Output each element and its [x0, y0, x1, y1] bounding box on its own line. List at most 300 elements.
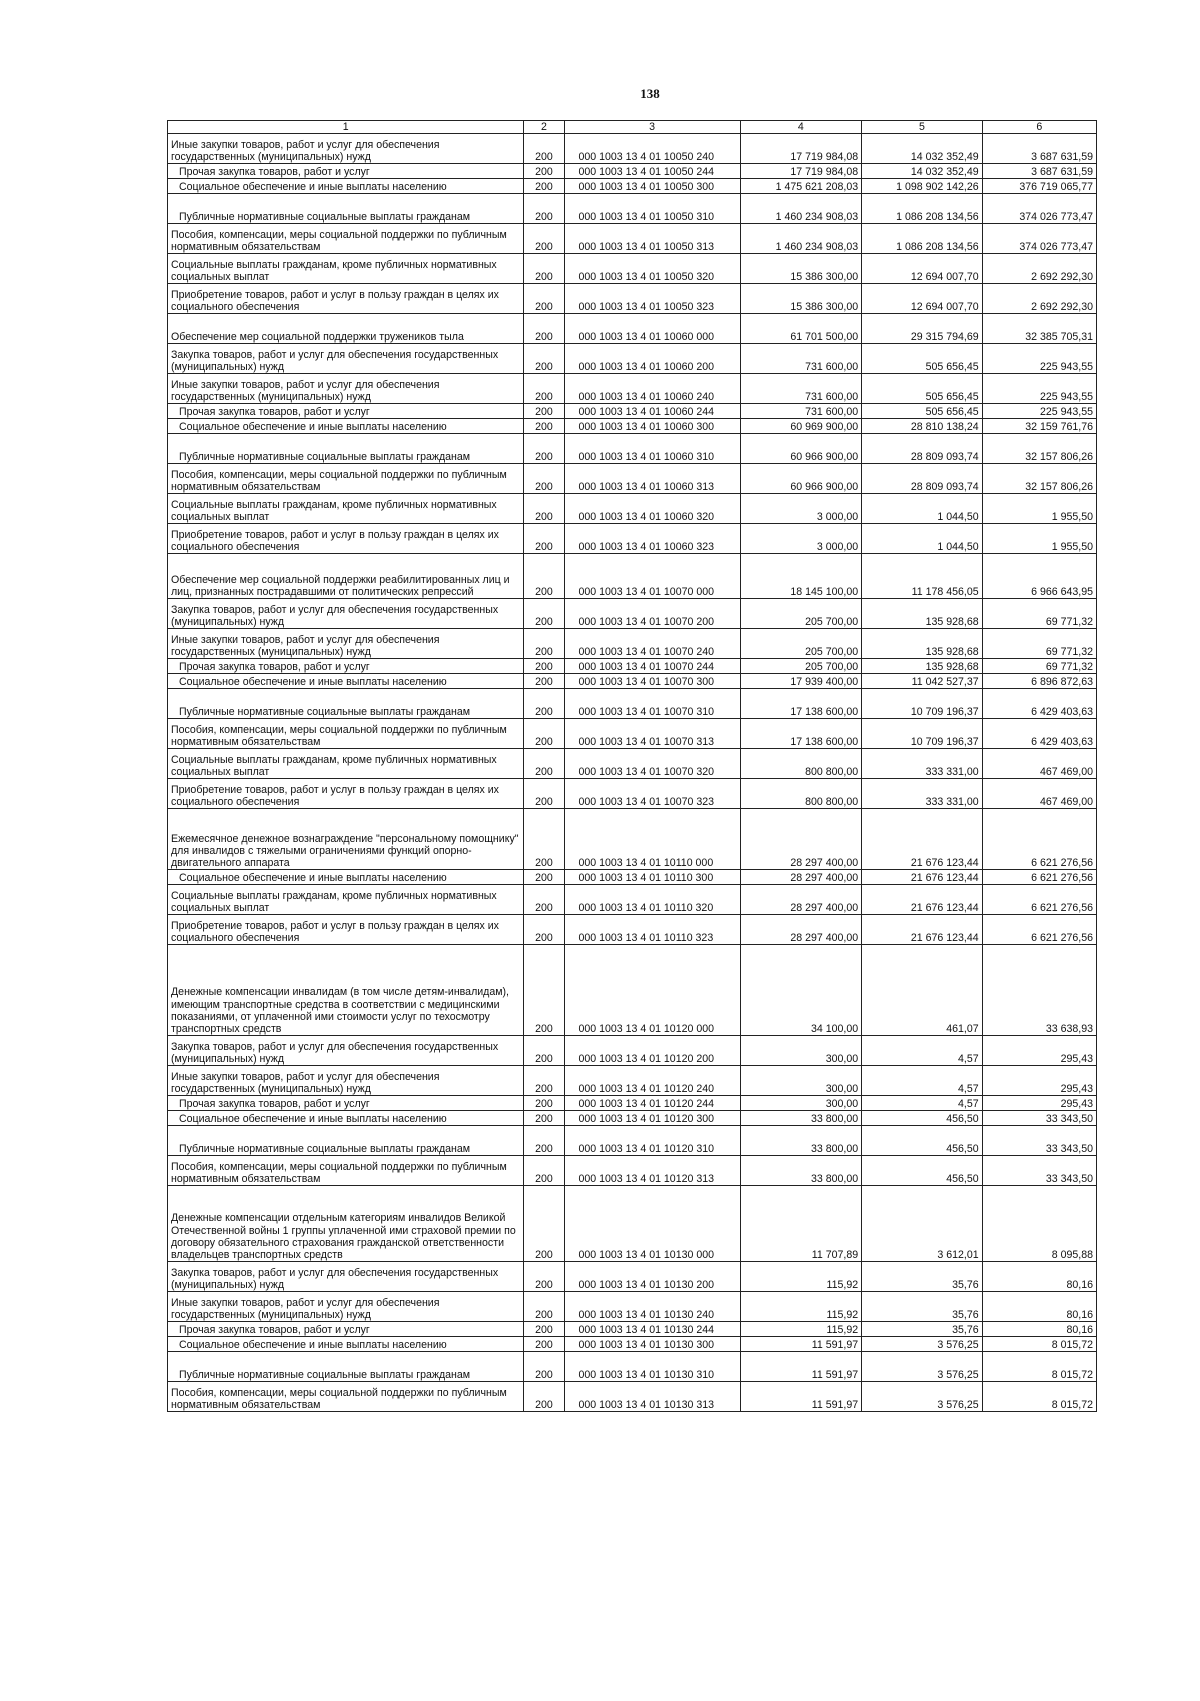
row-admin-code: 200 [524, 1337, 564, 1352]
row-value-5: 4,57 [862, 1066, 983, 1096]
row-value-4: 17 939 400,00 [740, 674, 862, 689]
column-header: 4 [740, 121, 862, 134]
row-value-6: 32 385 705,31 [982, 314, 1096, 344]
row-value-6: 374 026 773,47 [982, 224, 1096, 254]
row-value-6: 6 429 403,63 [982, 719, 1096, 749]
row-value-6: 6 621 276,56 [982, 809, 1096, 870]
row-budget-code: 000 1003 13 4 01 10110 320 [564, 885, 740, 915]
row-admin-code: 200 [524, 134, 564, 164]
row-value-4: 1 460 234 908,03 [740, 194, 862, 224]
table-row [168, 1066, 1097, 1096]
row-value-6: 376 719 065,77 [982, 179, 1096, 194]
row-value-5: 1 044,50 [862, 524, 983, 554]
row-budget-code: 000 1003 13 4 01 10110 323 [564, 915, 740, 945]
row-value-4: 11 591,97 [740, 1382, 862, 1412]
row-admin-code: 200 [524, 689, 564, 719]
row-budget-code: 000 1003 13 4 01 10130 310 [564, 1352, 740, 1382]
row-budget-code: 000 1003 13 4 01 10050 313 [564, 224, 740, 254]
row-value-5: 10 709 196,37 [862, 719, 983, 749]
row-value-6: 32 157 806,26 [982, 434, 1096, 464]
row-budget-code: 000 1003 13 4 01 10070 200 [564, 599, 740, 629]
row-value-4: 731 600,00 [740, 344, 862, 374]
row-value-4: 60 966 900,00 [740, 434, 862, 464]
table-row [168, 554, 1097, 599]
row-budget-code: 000 1003 13 4 01 10070 300 [564, 674, 740, 689]
row-budget-code: 000 1003 13 4 01 10120 300 [564, 1111, 740, 1126]
row-value-4: 17 138 600,00 [740, 689, 862, 719]
row-value-5: 461,07 [862, 945, 983, 1036]
row-value-6: 467 469,00 [982, 749, 1096, 779]
row-value-6: 6 621 276,56 [982, 885, 1096, 915]
table-body [168, 134, 1097, 1412]
column-header: 2 [524, 121, 564, 134]
row-value-5: 333 331,00 [862, 749, 983, 779]
row-admin-code: 200 [524, 659, 564, 674]
row-value-5: 28 809 093,74 [862, 464, 983, 494]
row-budget-code: 000 1003 13 4 01 10120 313 [564, 1156, 740, 1186]
row-name: Иные закупки товаров, работ и услуг для обеспечения государственных (муниципальных) нужд [168, 1066, 524, 1096]
row-budget-code: 000 1003 13 4 01 10120 200 [564, 1036, 740, 1066]
row-value-5: 29 315 794,69 [862, 314, 983, 344]
column-header: 5 [862, 121, 983, 134]
row-admin-code: 200 [524, 915, 564, 945]
row-value-6: 33 343,50 [982, 1156, 1096, 1186]
row-value-6: 3 687 631,59 [982, 134, 1096, 164]
row-value-4: 28 297 400,00 [740, 870, 862, 885]
row-value-5: 11 042 527,37 [862, 674, 983, 689]
row-value-6: 467 469,00 [982, 779, 1096, 809]
row-admin-code: 200 [524, 1262, 564, 1292]
row-value-4: 11 591,97 [740, 1337, 862, 1352]
row-value-4: 17 719 984,08 [740, 134, 862, 164]
table-row [168, 719, 1097, 749]
row-name: Публичные нормативные социальные выплаты гражданам [168, 1126, 524, 1156]
row-value-4: 15 386 300,00 [740, 284, 862, 314]
row-value-5: 456,50 [862, 1111, 983, 1126]
row-name: Публичные нормативные социальные выплаты гражданам [168, 1352, 524, 1382]
row-value-4: 205 700,00 [740, 629, 862, 659]
row-name: Ежемесячное денежное вознаграждение "персональному помощнику" для инвалидов с тяжелыми ограничениями функций опорно-двигательного аппарата [168, 809, 524, 870]
row-admin-code: 200 [524, 1156, 564, 1186]
row-budget-code: 000 1003 13 4 01 10050 323 [564, 284, 740, 314]
row-admin-code: 200 [524, 779, 564, 809]
row-value-4: 34 100,00 [740, 945, 862, 1036]
row-value-6: 33 638,93 [982, 945, 1096, 1036]
row-admin-code: 200 [524, 314, 564, 344]
row-value-4: 3 000,00 [740, 524, 862, 554]
row-budget-code: 000 1003 13 4 01 10060 200 [564, 344, 740, 374]
row-admin-code: 200 [524, 885, 564, 915]
table-row [168, 134, 1097, 164]
table-row [168, 434, 1097, 464]
row-value-5: 14 032 352,49 [862, 164, 983, 179]
row-value-5: 333 331,00 [862, 779, 983, 809]
row-value-5: 1 086 208 134,56 [862, 194, 983, 224]
row-value-6: 8 015,72 [982, 1352, 1096, 1382]
row-admin-code: 200 [524, 599, 564, 629]
table-row [168, 344, 1097, 374]
row-admin-code: 200 [524, 494, 564, 524]
row-value-4: 11 707,89 [740, 1186, 862, 1262]
row-admin-code: 200 [524, 164, 564, 179]
row-value-5: 135 928,68 [862, 629, 983, 659]
row-name: Пособия, компенсации, меры социальной поддержки по публичным нормативным обязательствам [168, 1156, 524, 1186]
row-value-6: 69 771,32 [982, 629, 1096, 659]
row-admin-code: 200 [524, 1036, 564, 1066]
row-name: Пособия, компенсации, меры социальной поддержки по публичным нормативным обязательствам [168, 1382, 524, 1412]
row-name: Денежные компенсации отдельным категориям инвалидов Великой Отечественной войны 1 группы уплаченной ими страховой премии по договору обязательного страхования гражданской ответственности владельцев транспортных средств [168, 1186, 524, 1262]
table-row [168, 524, 1097, 554]
row-name: Иные закупки товаров, работ и услуг для обеспечения государственных (муниципальных) нужд [168, 1292, 524, 1322]
row-budget-code: 000 1003 13 4 01 10110 300 [564, 870, 740, 885]
row-value-6: 69 771,32 [982, 599, 1096, 629]
row-value-6: 6 896 872,63 [982, 674, 1096, 689]
row-name: Социальное обеспечение и иные выплаты населению [168, 870, 524, 885]
row-budget-code: 000 1003 13 4 01 10060 300 [564, 419, 740, 434]
row-value-6: 225 943,55 [982, 404, 1096, 419]
row-admin-code: 200 [524, 254, 564, 284]
row-budget-code: 000 1003 13 4 01 10130 300 [564, 1337, 740, 1352]
row-name: Пособия, компенсации, меры социальной поддержки по публичным нормативным обязательствам [168, 224, 524, 254]
row-name: Закупка товаров, работ и услуг для обеспечения государственных (муниципальных) нужд [168, 599, 524, 629]
row-name: Закупка товаров, работ и услуг для обеспечения государственных (муниципальных) нужд [168, 1262, 524, 1292]
row-budget-code: 000 1003 13 4 01 10130 000 [564, 1186, 740, 1262]
row-value-6: 32 159 761,76 [982, 419, 1096, 434]
row-budget-code: 000 1003 13 4 01 10070 320 [564, 749, 740, 779]
row-name: Прочая закупка товаров, работ и услуг [168, 164, 524, 179]
row-value-6: 80,16 [982, 1322, 1096, 1337]
row-name: Иные закупки товаров, работ и услуг для обеспечения государственных (муниципальных) нужд [168, 374, 524, 404]
row-value-5: 14 032 352,49 [862, 134, 983, 164]
row-value-4: 115,92 [740, 1292, 862, 1322]
row-budget-code: 000 1003 13 4 01 10060 000 [564, 314, 740, 344]
row-admin-code: 200 [524, 1382, 564, 1412]
table-row [168, 374, 1097, 404]
table-row [168, 1156, 1097, 1186]
row-budget-code: 000 1003 13 4 01 10050 320 [564, 254, 740, 284]
row-budget-code: 000 1003 13 4 01 10050 300 [564, 179, 740, 194]
row-name: Социальное обеспечение и иные выплаты населению [168, 674, 524, 689]
row-value-4: 115,92 [740, 1322, 862, 1337]
column-header: 1 [168, 121, 524, 134]
row-value-5: 505 656,45 [862, 404, 983, 419]
row-budget-code: 000 1003 13 4 01 10130 313 [564, 1382, 740, 1412]
table-row [168, 179, 1097, 194]
table-row [168, 1036, 1097, 1066]
row-name: Публичные нормативные социальные выплаты гражданам [168, 689, 524, 719]
row-value-5: 21 676 123,44 [862, 915, 983, 945]
table-row [168, 224, 1097, 254]
row-budget-code: 000 1003 13 4 01 10060 310 [564, 434, 740, 464]
row-budget-code: 000 1003 13 4 01 10130 244 [564, 1322, 740, 1337]
table-row [168, 809, 1097, 870]
row-admin-code: 200 [524, 629, 564, 659]
table-row [168, 749, 1097, 779]
row-value-6: 80,16 [982, 1262, 1096, 1292]
row-admin-code: 200 [524, 1322, 564, 1337]
row-value-6: 32 157 806,26 [982, 464, 1096, 494]
table-row [168, 1352, 1097, 1382]
table-row [168, 404, 1097, 419]
table-row [168, 779, 1097, 809]
table-row [168, 599, 1097, 629]
row-admin-code: 200 [524, 419, 564, 434]
row-name: Приобретение товаров, работ и услуг в пользу граждан в целях их социального обеспечения [168, 524, 524, 554]
row-name: Социальное обеспечение и иные выплаты населению [168, 1111, 524, 1126]
row-name: Обеспечение мер социальной поддержки тружеников тыла [168, 314, 524, 344]
row-admin-code: 200 [524, 1126, 564, 1156]
table-row [168, 464, 1097, 494]
row-name: Приобретение товаров, работ и услуг в пользу граждан в целях их социального обеспечения [168, 915, 524, 945]
row-name: Прочая закупка товаров, работ и услуг [168, 1096, 524, 1111]
row-name: Закупка товаров, работ и услуг для обеспечения государственных (муниципальных) нужд [168, 344, 524, 374]
row-admin-code: 200 [524, 809, 564, 870]
page-number: 138 [640, 86, 660, 101]
row-value-6: 8 095,88 [982, 1186, 1096, 1262]
row-value-4: 33 800,00 [740, 1126, 862, 1156]
table-row [168, 885, 1097, 915]
row-value-4: 17 719 984,08 [740, 164, 862, 179]
table-row [168, 1382, 1097, 1412]
row-admin-code: 200 [524, 1186, 564, 1262]
row-budget-code: 000 1003 13 4 01 10060 320 [564, 494, 740, 524]
row-budget-code: 000 1003 13 4 01 10050 310 [564, 194, 740, 224]
row-name: Публичные нормативные социальные выплаты гражданам [168, 434, 524, 464]
row-budget-code: 000 1003 13 4 01 10050 244 [564, 164, 740, 179]
row-value-6: 6 966 643,95 [982, 554, 1096, 599]
column-header: 3 [564, 121, 740, 134]
table-row [168, 1322, 1097, 1337]
row-value-4: 11 591,97 [740, 1352, 862, 1382]
row-value-5: 4,57 [862, 1036, 983, 1066]
row-budget-code: 000 1003 13 4 01 10110 000 [564, 809, 740, 870]
row-value-4: 800 800,00 [740, 749, 862, 779]
row-admin-code: 200 [524, 554, 564, 599]
row-value-5: 1 086 208 134,56 [862, 224, 983, 254]
row-admin-code: 200 [524, 1066, 564, 1096]
row-admin-code: 200 [524, 344, 564, 374]
table-header [168, 121, 1097, 134]
row-budget-code: 000 1003 13 4 01 10130 200 [564, 1262, 740, 1292]
row-name: Прочая закупка товаров, работ и услуг [168, 1322, 524, 1337]
row-admin-code: 200 [524, 945, 564, 1036]
row-budget-code: 000 1003 13 4 01 10070 323 [564, 779, 740, 809]
row-name: Публичные нормативные социальные выплаты гражданам [168, 194, 524, 224]
row-value-5: 21 676 123,44 [862, 809, 983, 870]
row-value-6: 374 026 773,47 [982, 194, 1096, 224]
row-value-5: 35,76 [862, 1292, 983, 1322]
row-value-4: 300,00 [740, 1036, 862, 1066]
row-name: Иные закупки товаров, работ и услуг для обеспечения государственных (муниципальных) нужд [168, 134, 524, 164]
row-admin-code: 200 [524, 674, 564, 689]
row-value-6: 225 943,55 [982, 374, 1096, 404]
row-value-5: 21 676 123,44 [862, 885, 983, 915]
table-row [168, 314, 1097, 344]
row-budget-code: 000 1003 13 4 01 10130 240 [564, 1292, 740, 1322]
row-value-6: 1 955,50 [982, 494, 1096, 524]
row-value-5: 21 676 123,44 [862, 870, 983, 885]
row-admin-code: 200 [524, 179, 564, 194]
table-row [168, 915, 1097, 945]
row-value-5: 135 928,68 [862, 659, 983, 674]
row-value-6: 3 687 631,59 [982, 164, 1096, 179]
row-value-4: 15 386 300,00 [740, 254, 862, 284]
row-value-4: 28 297 400,00 [740, 915, 862, 945]
row-budget-code: 000 1003 13 4 01 10060 323 [564, 524, 740, 554]
table-row [168, 1262, 1097, 1292]
row-value-5: 3 612,01 [862, 1186, 983, 1262]
row-value-5: 456,50 [862, 1126, 983, 1156]
table-row [168, 1111, 1097, 1126]
table-row [168, 194, 1097, 224]
row-value-4: 800 800,00 [740, 779, 862, 809]
row-name: Закупка товаров, работ и услуг для обеспечения государственных (муниципальных) нужд [168, 1036, 524, 1066]
table-row [168, 494, 1097, 524]
row-budget-code: 000 1003 13 4 01 10050 240 [564, 134, 740, 164]
budget-table [167, 120, 1097, 1412]
row-budget-code: 000 1003 13 4 01 10060 244 [564, 404, 740, 419]
row-value-6: 69 771,32 [982, 659, 1096, 674]
row-budget-code: 000 1003 13 4 01 10120 310 [564, 1126, 740, 1156]
row-budget-code: 000 1003 13 4 01 10070 240 [564, 629, 740, 659]
table-row [168, 689, 1097, 719]
row-value-4: 300,00 [740, 1096, 862, 1111]
row-value-4: 300,00 [740, 1066, 862, 1096]
row-name: Социальные выплаты гражданам, кроме публичных нормативных социальных выплат [168, 885, 524, 915]
row-admin-code: 200 [524, 1292, 564, 1322]
row-value-5: 505 656,45 [862, 344, 983, 374]
row-value-5: 12 694 007,70 [862, 254, 983, 284]
row-value-5: 12 694 007,70 [862, 284, 983, 314]
table-row [168, 1292, 1097, 1322]
row-value-4: 28 297 400,00 [740, 885, 862, 915]
row-value-5: 11 178 456,05 [862, 554, 983, 599]
table-row [168, 419, 1097, 434]
row-name: Пособия, компенсации, меры социальной поддержки по публичным нормативным обязательствам [168, 464, 524, 494]
column-header: 6 [982, 121, 1096, 134]
row-value-4: 1 475 621 208,03 [740, 179, 862, 194]
table-row [168, 1186, 1097, 1262]
row-value-5: 1 044,50 [862, 494, 983, 524]
row-value-5: 3 576,25 [862, 1382, 983, 1412]
row-value-6: 2 692 292,30 [982, 254, 1096, 284]
row-value-6: 33 343,50 [982, 1111, 1096, 1126]
row-value-5: 35,76 [862, 1262, 983, 1292]
row-value-6: 6 621 276,56 [982, 870, 1096, 885]
row-budget-code: 000 1003 13 4 01 10060 313 [564, 464, 740, 494]
row-value-4: 60 966 900,00 [740, 464, 862, 494]
row-name: Приобретение товаров, работ и услуг в пользу граждан в целях их социального обеспечения [168, 779, 524, 809]
row-value-4: 205 700,00 [740, 599, 862, 629]
row-admin-code: 200 [524, 749, 564, 779]
table-row [168, 164, 1097, 179]
row-budget-code: 000 1003 13 4 01 10070 000 [564, 554, 740, 599]
row-value-5: 505 656,45 [862, 374, 983, 404]
row-value-4: 731 600,00 [740, 404, 862, 419]
row-value-6: 8 015,72 [982, 1337, 1096, 1352]
header-row [168, 121, 1097, 134]
row-admin-code: 200 [524, 1111, 564, 1126]
row-name: Прочая закупка товаров, работ и услуг [168, 659, 524, 674]
row-value-5: 456,50 [862, 1156, 983, 1186]
row-admin-code: 200 [524, 464, 564, 494]
table-row [168, 1126, 1097, 1156]
row-admin-code: 200 [524, 224, 564, 254]
row-admin-code: 200 [524, 434, 564, 464]
row-value-4: 115,92 [740, 1262, 862, 1292]
row-value-6: 295,43 [982, 1096, 1096, 1111]
row-budget-code: 000 1003 13 4 01 10120 244 [564, 1096, 740, 1111]
row-value-4: 28 297 400,00 [740, 809, 862, 870]
row-value-6: 33 343,50 [982, 1126, 1096, 1156]
row-admin-code: 200 [524, 870, 564, 885]
row-admin-code: 200 [524, 524, 564, 554]
row-admin-code: 200 [524, 194, 564, 224]
table-row [168, 659, 1097, 674]
row-value-4: 18 145 100,00 [740, 554, 862, 599]
row-budget-code: 000 1003 13 4 01 10070 310 [564, 689, 740, 719]
row-value-6: 295,43 [982, 1066, 1096, 1096]
table-row [168, 674, 1097, 689]
row-admin-code: 200 [524, 284, 564, 314]
row-budget-code: 000 1003 13 4 01 10070 244 [564, 659, 740, 674]
table-row [168, 629, 1097, 659]
row-value-4: 61 701 500,00 [740, 314, 862, 344]
row-value-6: 6 621 276,56 [982, 915, 1096, 945]
row-value-5: 135 928,68 [862, 599, 983, 629]
row-value-5: 28 809 093,74 [862, 434, 983, 464]
row-name: Социальные выплаты гражданам, кроме публичных нормативных социальных выплат [168, 494, 524, 524]
row-name: Приобретение товаров, работ и услуг в пользу граждан в целях их социального обеспечения [168, 284, 524, 314]
row-value-5: 35,76 [862, 1322, 983, 1337]
row-name: Денежные компенсации инвалидам (в том числе детям-инвалидам), имеющим транспортные средства в соответствии с медицинскими показаниями, от уплаченной ими стоимости услуг по техосмотру транспортных средств [168, 945, 524, 1036]
row-name: Социальное обеспечение и иные выплаты населению [168, 1337, 524, 1352]
row-name: Социальное обеспечение и иные выплаты населению [168, 179, 524, 194]
row-name: Иные закупки товаров, работ и услуг для обеспечения государственных (муниципальных) нужд [168, 629, 524, 659]
row-value-6: 1 955,50 [982, 524, 1096, 554]
row-value-6: 80,16 [982, 1292, 1096, 1322]
row-value-4: 17 138 600,00 [740, 719, 862, 749]
row-admin-code: 200 [524, 1352, 564, 1382]
row-value-4: 60 969 900,00 [740, 419, 862, 434]
row-admin-code: 200 [524, 719, 564, 749]
row-value-6: 2 692 292,30 [982, 284, 1096, 314]
row-value-4: 3 000,00 [740, 494, 862, 524]
row-value-6: 6 429 403,63 [982, 689, 1096, 719]
row-admin-code: 200 [524, 374, 564, 404]
row-admin-code: 200 [524, 1096, 564, 1111]
row-name: Социальные выплаты гражданам, кроме публичных нормативных социальных выплат [168, 254, 524, 284]
row-value-5: 4,57 [862, 1096, 983, 1111]
row-value-4: 33 800,00 [740, 1111, 862, 1126]
table-row [168, 870, 1097, 885]
row-budget-code: 000 1003 13 4 01 10060 240 [564, 374, 740, 404]
row-budget-code: 000 1003 13 4 01 10070 313 [564, 719, 740, 749]
row-value-4: 1 460 234 908,03 [740, 224, 862, 254]
table-row [168, 254, 1097, 284]
row-value-4: 205 700,00 [740, 659, 862, 674]
table-row [168, 945, 1097, 1036]
row-name: Обеспечение мер социальной поддержки реабилитированных лиц и лиц, признанных пострадавшими от политических репрессий [168, 554, 524, 599]
row-name: Пособия, компенсации, меры социальной поддержки по публичным нормативным обязательствам [168, 719, 524, 749]
row-budget-code: 000 1003 13 4 01 10120 000 [564, 945, 740, 1036]
row-value-5: 1 098 902 142,26 [862, 179, 983, 194]
row-value-6: 225 943,55 [982, 344, 1096, 374]
row-value-6: 295,43 [982, 1036, 1096, 1066]
row-budget-code: 000 1003 13 4 01 10120 240 [564, 1066, 740, 1096]
table-row [168, 1096, 1097, 1111]
row-value-4: 33 800,00 [740, 1156, 862, 1186]
